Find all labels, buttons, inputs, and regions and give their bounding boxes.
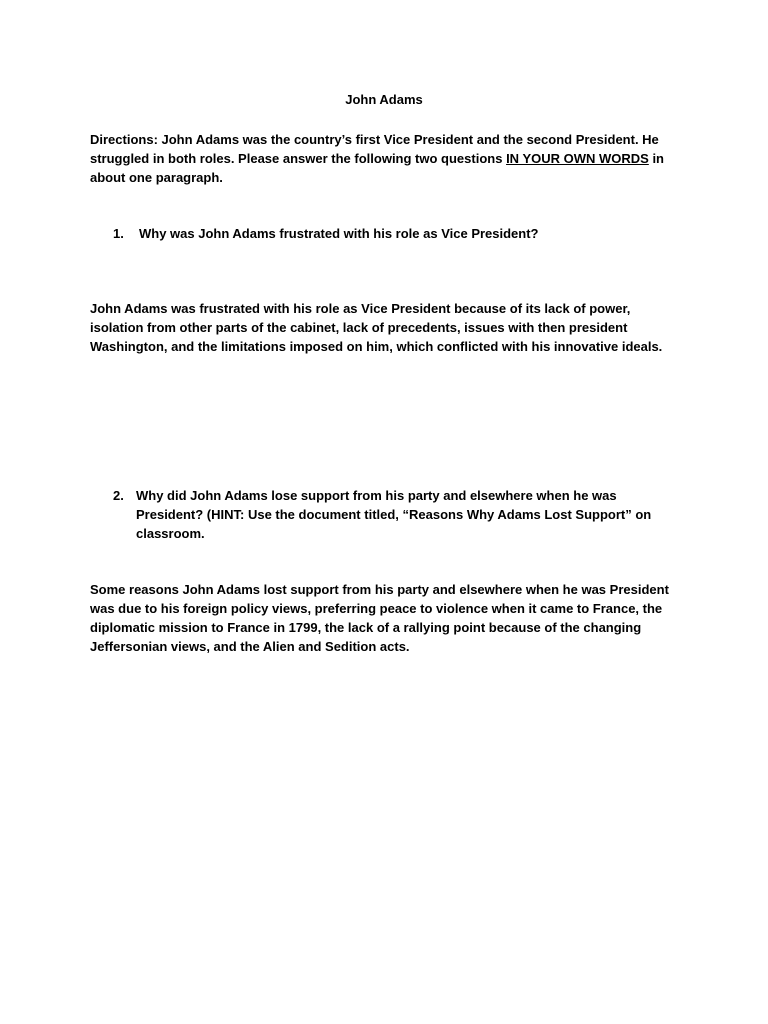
directions-paragraph	[90, 130, 680, 187]
question-text: Why was John Adams frustrated with his role as Vice President?	[139, 226, 539, 241]
document-title: John Adams	[345, 92, 423, 107]
directions-text: Directions: John Adams was the country’s first Vice President and the second President. He struggled in both roles. Please answer the following two questions	[90, 132, 659, 166]
answer-2: Some reasons John Adams lost support from his party and elsewhere when he was President was due to his foreign policy views, preferring peace to violence when it came to France, the diplomatic mission to France in 1799, the lack of a rallying point because of the changing Jeffersonian views, and the Alien and Sedition acts.	[90, 582, 669, 654]
answer-1: John Adams was frustrated with his role as Vice President because of its lack of power, isolation from other parts of the cabinet, lack of precedents, issues with then president Washington, and the limitations imposed on him, which conflicted with his innovative ideals.	[90, 301, 663, 354]
question-number: 2.	[113, 488, 124, 503]
directions-emphasis: IN YOUR OWN WORDS	[506, 151, 649, 166]
directions-text-end: in about one paragraph.	[90, 151, 664, 185]
question-text: Why did John Adams lose support from his party and elsewhere when he was President? (HINT: Use the document titled, “Reasons Why Adams Lost Support” on classroom.	[136, 488, 652, 541]
question-number: 1.	[113, 226, 124, 241]
